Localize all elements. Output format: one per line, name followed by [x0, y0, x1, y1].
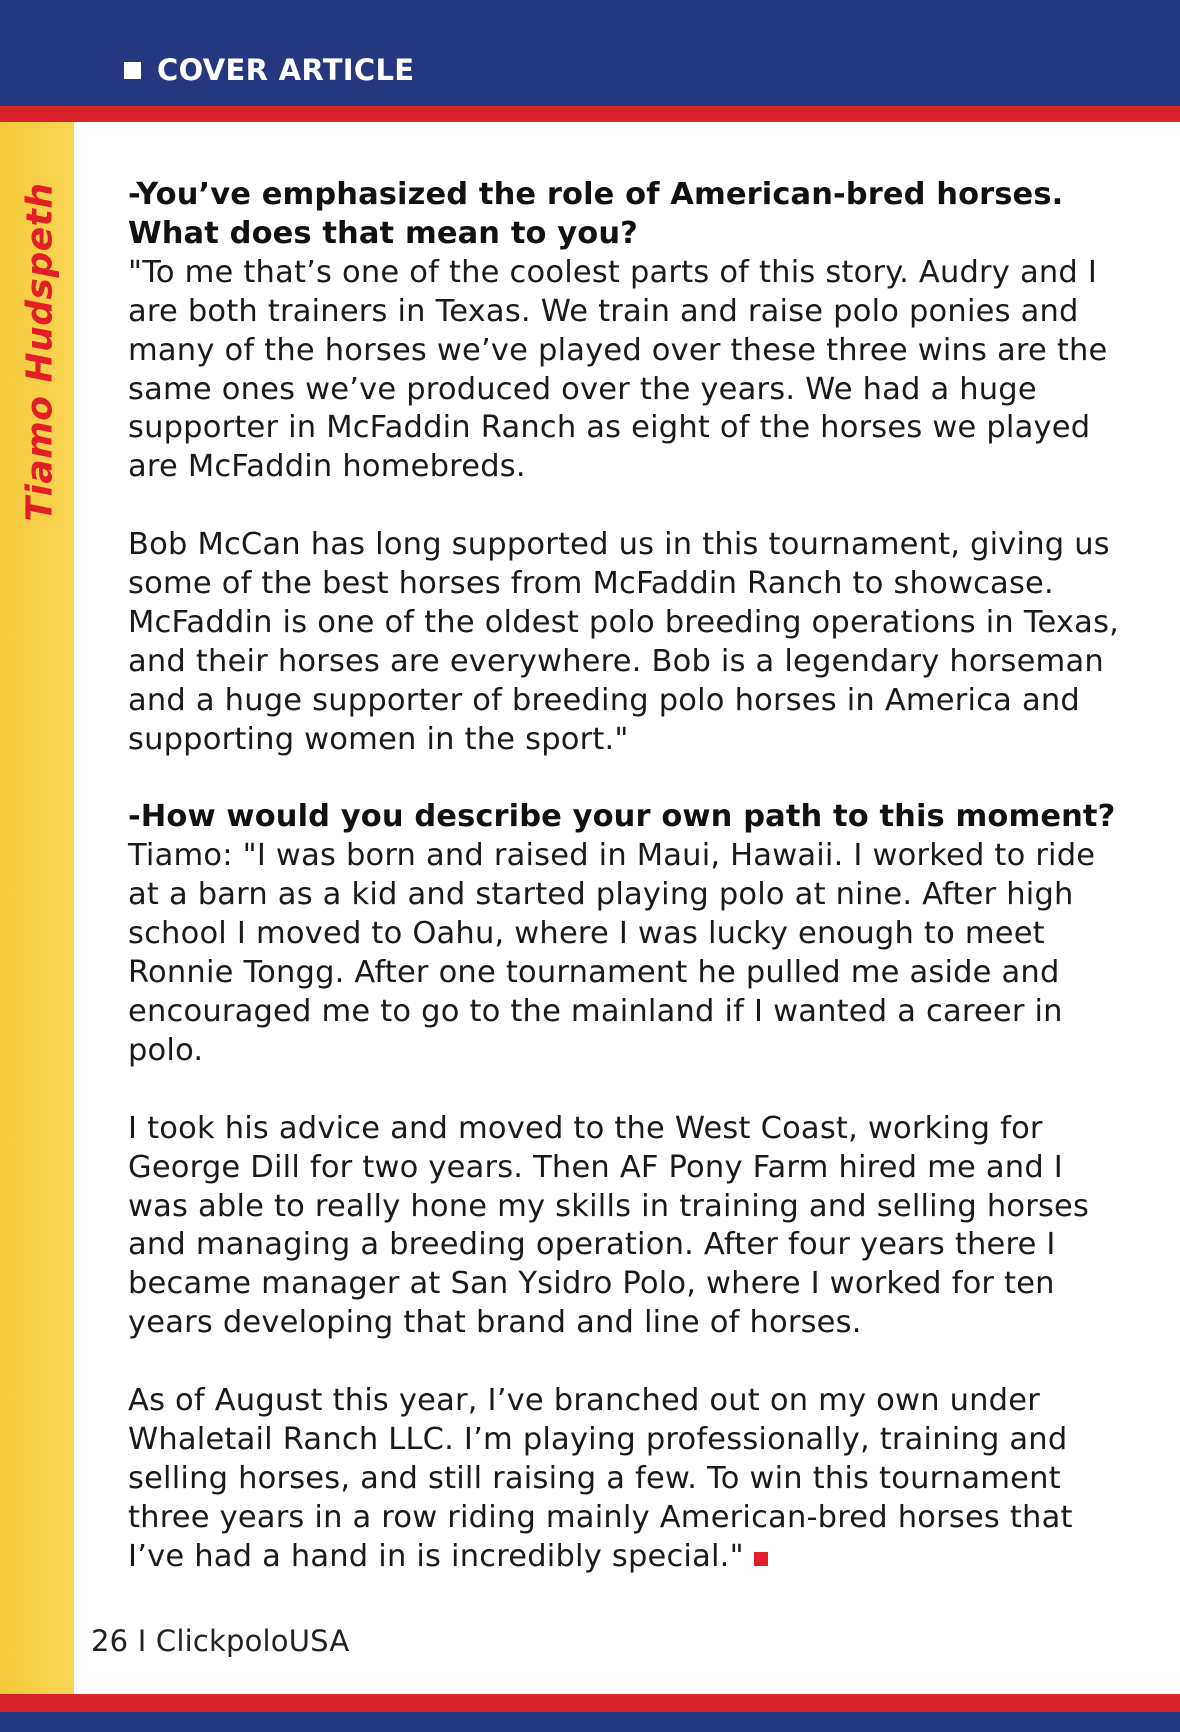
square-bullet-icon	[124, 62, 141, 79]
section-label	[124, 50, 414, 90]
answer-paragraph-5-wrap	[128, 1382, 1128, 1577]
header-red-stripe	[0, 106, 1180, 122]
answer-paragraph-2: Bob McCan has long supported us in this tournament, giving us some of the best horses from McFaddin Ranch to showcase. McFaddin is one of the oldest polo breeding operations in Texas, and their horses are everywhere. Bob is a legendary horseman and a huge supporter of breeding polo horses in America and supporting women in the sport."	[128, 527, 1120, 757]
answer-paragraph-1: "To me that’s one of the coolest parts of this story. Audry and I are both trainers in Texas. We train and raise polo ponies and many of the horses we’ve played over these three wins are the same ones we’ve produced over the years. We had a huge supporter in McFaddin Ranch as eight of the horses we played are McFaddin homebreds.	[128, 254, 1108, 485]
footer-red-stripe	[0, 1694, 1180, 1712]
section-label-text: COVER ARTICLE	[157, 53, 415, 87]
answer-paragraph-5: As of August this year, I’ve branched out on my own under Whaletail Ranch LLC. I’m playing professionally, training and selling horses, and still raising a few. To win this tournament three years in a row riding mainly American-bred horses that I’ve had a hand in is incredibly special."	[128, 1383, 1073, 1574]
article-block-2	[128, 798, 1128, 1070]
page-folio: 26 I ClickpoloUSA	[91, 1624, 350, 1658]
interview-question-2: -How would you describe your own path to this moment?	[128, 799, 1116, 835]
article-block-1	[128, 176, 1128, 487]
footer-band	[0, 1712, 1180, 1732]
end-of-article-icon	[754, 1552, 768, 1566]
answer-paragraph-4: I took his advice and moved to the West Coast, working for George Dill for two years. Then AF Pony Farm hired me and I was able to really hone my skills in training and selling horses and managing a breeding operation. After four years there I became manager at San Ysidro Polo, where I worked for ten years developing that brand and line of horses.	[128, 1110, 1090, 1341]
article-body	[128, 176, 1128, 1615]
interview-question-1: -You’ve emphasized the role of American-bred horses. What does that mean to you?	[128, 177, 1064, 251]
answer-paragraph-3: Tiamo: "I was born and raised in Maui, Hawaii. I worked to ride at a barn as a kid and started playing polo at nine. After high school I moved to Oahu, where I was lucky enough to meet Ronnie Tongg. After one tournament he pulled me aside and encouraged me to go to the mainland if I wanted a career in polo.	[128, 838, 1096, 1068]
sidebar-title: Tiamo Hudspeth	[19, 182, 61, 522]
